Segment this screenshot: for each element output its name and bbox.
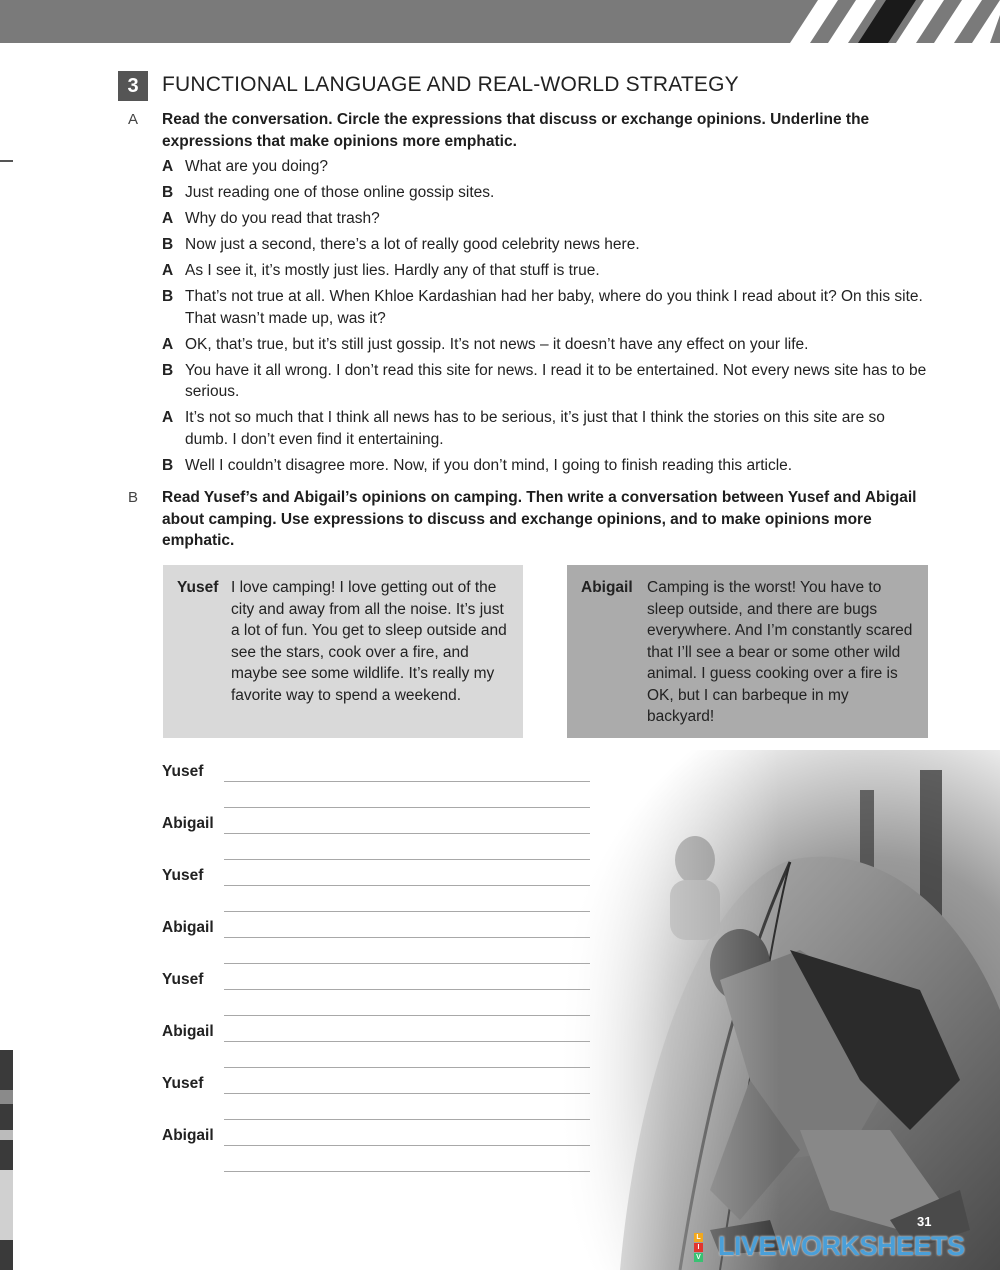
answer-line[interactable]: [224, 963, 590, 964]
exercise-a-instructions: Read the conversation. Circle the expressions that discuss or exchange opinions. Underline the expressions that make opinions more emphatic.: [162, 111, 870, 150]
line-text: You have it all wrong. I don’t read this site for news. I read it to be entertained. Not every news site has to be serious.: [185, 361, 927, 400]
answer-line[interactable]: [224, 937, 590, 938]
top-header-bar: [0, 0, 1000, 43]
writing-row: [162, 1070, 592, 1122]
answer-line[interactable]: [224, 1119, 590, 1120]
speaker-label: B: [162, 288, 174, 305]
conversation-line: [162, 182, 932, 204]
answer-line[interactable]: [224, 989, 590, 990]
answer-line[interactable]: [224, 807, 590, 808]
answer-line[interactable]: [224, 1171, 590, 1172]
answer-line[interactable]: [224, 781, 590, 782]
conversation-line: [162, 286, 932, 329]
writing-row: [162, 966, 592, 1018]
line-text: Well I couldn’t disagree more. Now, if you don’t mind, I going to finish reading this article.: [185, 456, 793, 474]
row-speaker-name: Abigail: [162, 1023, 214, 1040]
logo-blocks-icon: L I V: [694, 1233, 714, 1263]
conversation-line: [162, 208, 932, 230]
speaker-label: A: [162, 409, 174, 426]
answer-line[interactable]: [224, 1145, 590, 1146]
row-speaker-name: Yusef: [162, 971, 204, 988]
yusef-opinion-box: [163, 565, 523, 738]
abigail-opinion-box: [567, 565, 928, 738]
line-text: It’s not so much that I think all news has to be serious, it’s just that I think the stories on this site are so dumb. I don’t even find it entertaining.: [185, 409, 885, 448]
line-text: As I see it, it’s mostly just lies. Hardly any of that stuff is true.: [185, 262, 600, 279]
writing-area: [162, 758, 592, 1174]
exercise-b-instructions: Read Yusef’s and Abigail’s opinions on camping. Then write a conversation between Yusef and Abigail about camping. Use expressions to discuss and exchange opinions, and to make opinions more emphatic.: [162, 489, 917, 549]
writing-row: [162, 1018, 592, 1070]
diagonal-stripes-decoration: [770, 0, 1000, 43]
writing-row: [162, 914, 592, 966]
yusef-name: Yusef: [177, 579, 219, 596]
conversation-line: [162, 234, 932, 256]
exercise-b-letter: B: [128, 489, 139, 506]
answer-line[interactable]: [224, 885, 590, 886]
speaker-label: B: [162, 456, 174, 474]
answer-line[interactable]: [224, 1015, 590, 1016]
line-text: That’s not true at all. When Khloe Kardashian had her baby, where do you think I read about it? On this site. That wasn’t made up, was it?: [185, 288, 923, 327]
conversation-line: [162, 260, 932, 282]
answer-line[interactable]: [224, 833, 590, 834]
writing-row: [162, 810, 592, 862]
conversation-line: [162, 455, 932, 477]
speaker-label: A: [162, 262, 174, 279]
speaker-label: A: [162, 158, 174, 175]
abigail-name: Abigail: [581, 579, 633, 596]
row-speaker-name: Abigail: [162, 919, 214, 936]
answer-line[interactable]: [224, 1041, 590, 1042]
row-speaker-name: Yusef: [162, 1075, 204, 1092]
section-number: 3: [118, 71, 148, 101]
liveworksheets-logo[interactable]: [694, 1231, 990, 1261]
line-text: Just reading one of those online gossip sites.: [185, 184, 495, 201]
writing-row: [162, 758, 592, 810]
answer-line[interactable]: [224, 859, 590, 860]
writing-row: [162, 1122, 592, 1174]
row-speaker-name: Yusef: [162, 763, 204, 780]
section-title: FUNCTIONAL LANGUAGE AND REAL-WORLD STRATEGY: [162, 73, 739, 96]
conversation-line: [162, 360, 932, 403]
conversation-line: [162, 334, 932, 356]
speaker-label: A: [162, 210, 174, 227]
answer-line[interactable]: [224, 1067, 590, 1068]
left-edge-photo-strip: [0, 1050, 13, 1270]
conversation-line: [162, 156, 932, 178]
line-text: Now just a second, there’s a lot of really good celebrity news here.: [185, 236, 640, 253]
yusef-opinion-text: I love camping! I love getting out of the city and away from all the noise. It’s just a lot of fun. You get to sleep outside and see the stars, cook over a fire, and maybe see some wildlife. It’s really my favorite way to spend a weekend.: [231, 579, 507, 704]
row-speaker-name: Yusef: [162, 867, 204, 884]
writing-row: [162, 862, 592, 914]
row-speaker-name: Abigail: [162, 1127, 214, 1144]
speaker-label: B: [162, 361, 174, 379]
left-margin-tick: [0, 160, 13, 162]
row-speaker-name: Abigail: [162, 815, 214, 832]
speaker-label: B: [162, 236, 174, 253]
exercise-a-letter: A: [128, 111, 139, 128]
answer-line[interactable]: [224, 911, 590, 912]
camping-photo: [560, 750, 1000, 1270]
speaker-label: B: [162, 184, 174, 201]
line-text: OK, that’s true, but it’s still just gossip. It’s not news – it doesn’t have any effect on your life.: [185, 335, 809, 353]
line-text: Why do you read that trash?: [185, 210, 380, 227]
answer-line[interactable]: [224, 1093, 590, 1094]
speaker-label: A: [162, 335, 174, 353]
page-number: 31: [917, 1214, 932, 1229]
abigail-opinion-text: Camping is the worst! You have to sleep outside, and there are bugs everywhere. And I’m constantly scared that I’ll see a bear or some other wild animal. I guess cooking over a fire is OK, but I can barbeque in my backyard!: [647, 579, 913, 725]
watermark-text: LIVEWORKSHEETS: [718, 1231, 965, 1261]
conversation: [162, 156, 932, 481]
line-text: What are you doing?: [185, 158, 329, 175]
conversation-line: [162, 407, 932, 450]
